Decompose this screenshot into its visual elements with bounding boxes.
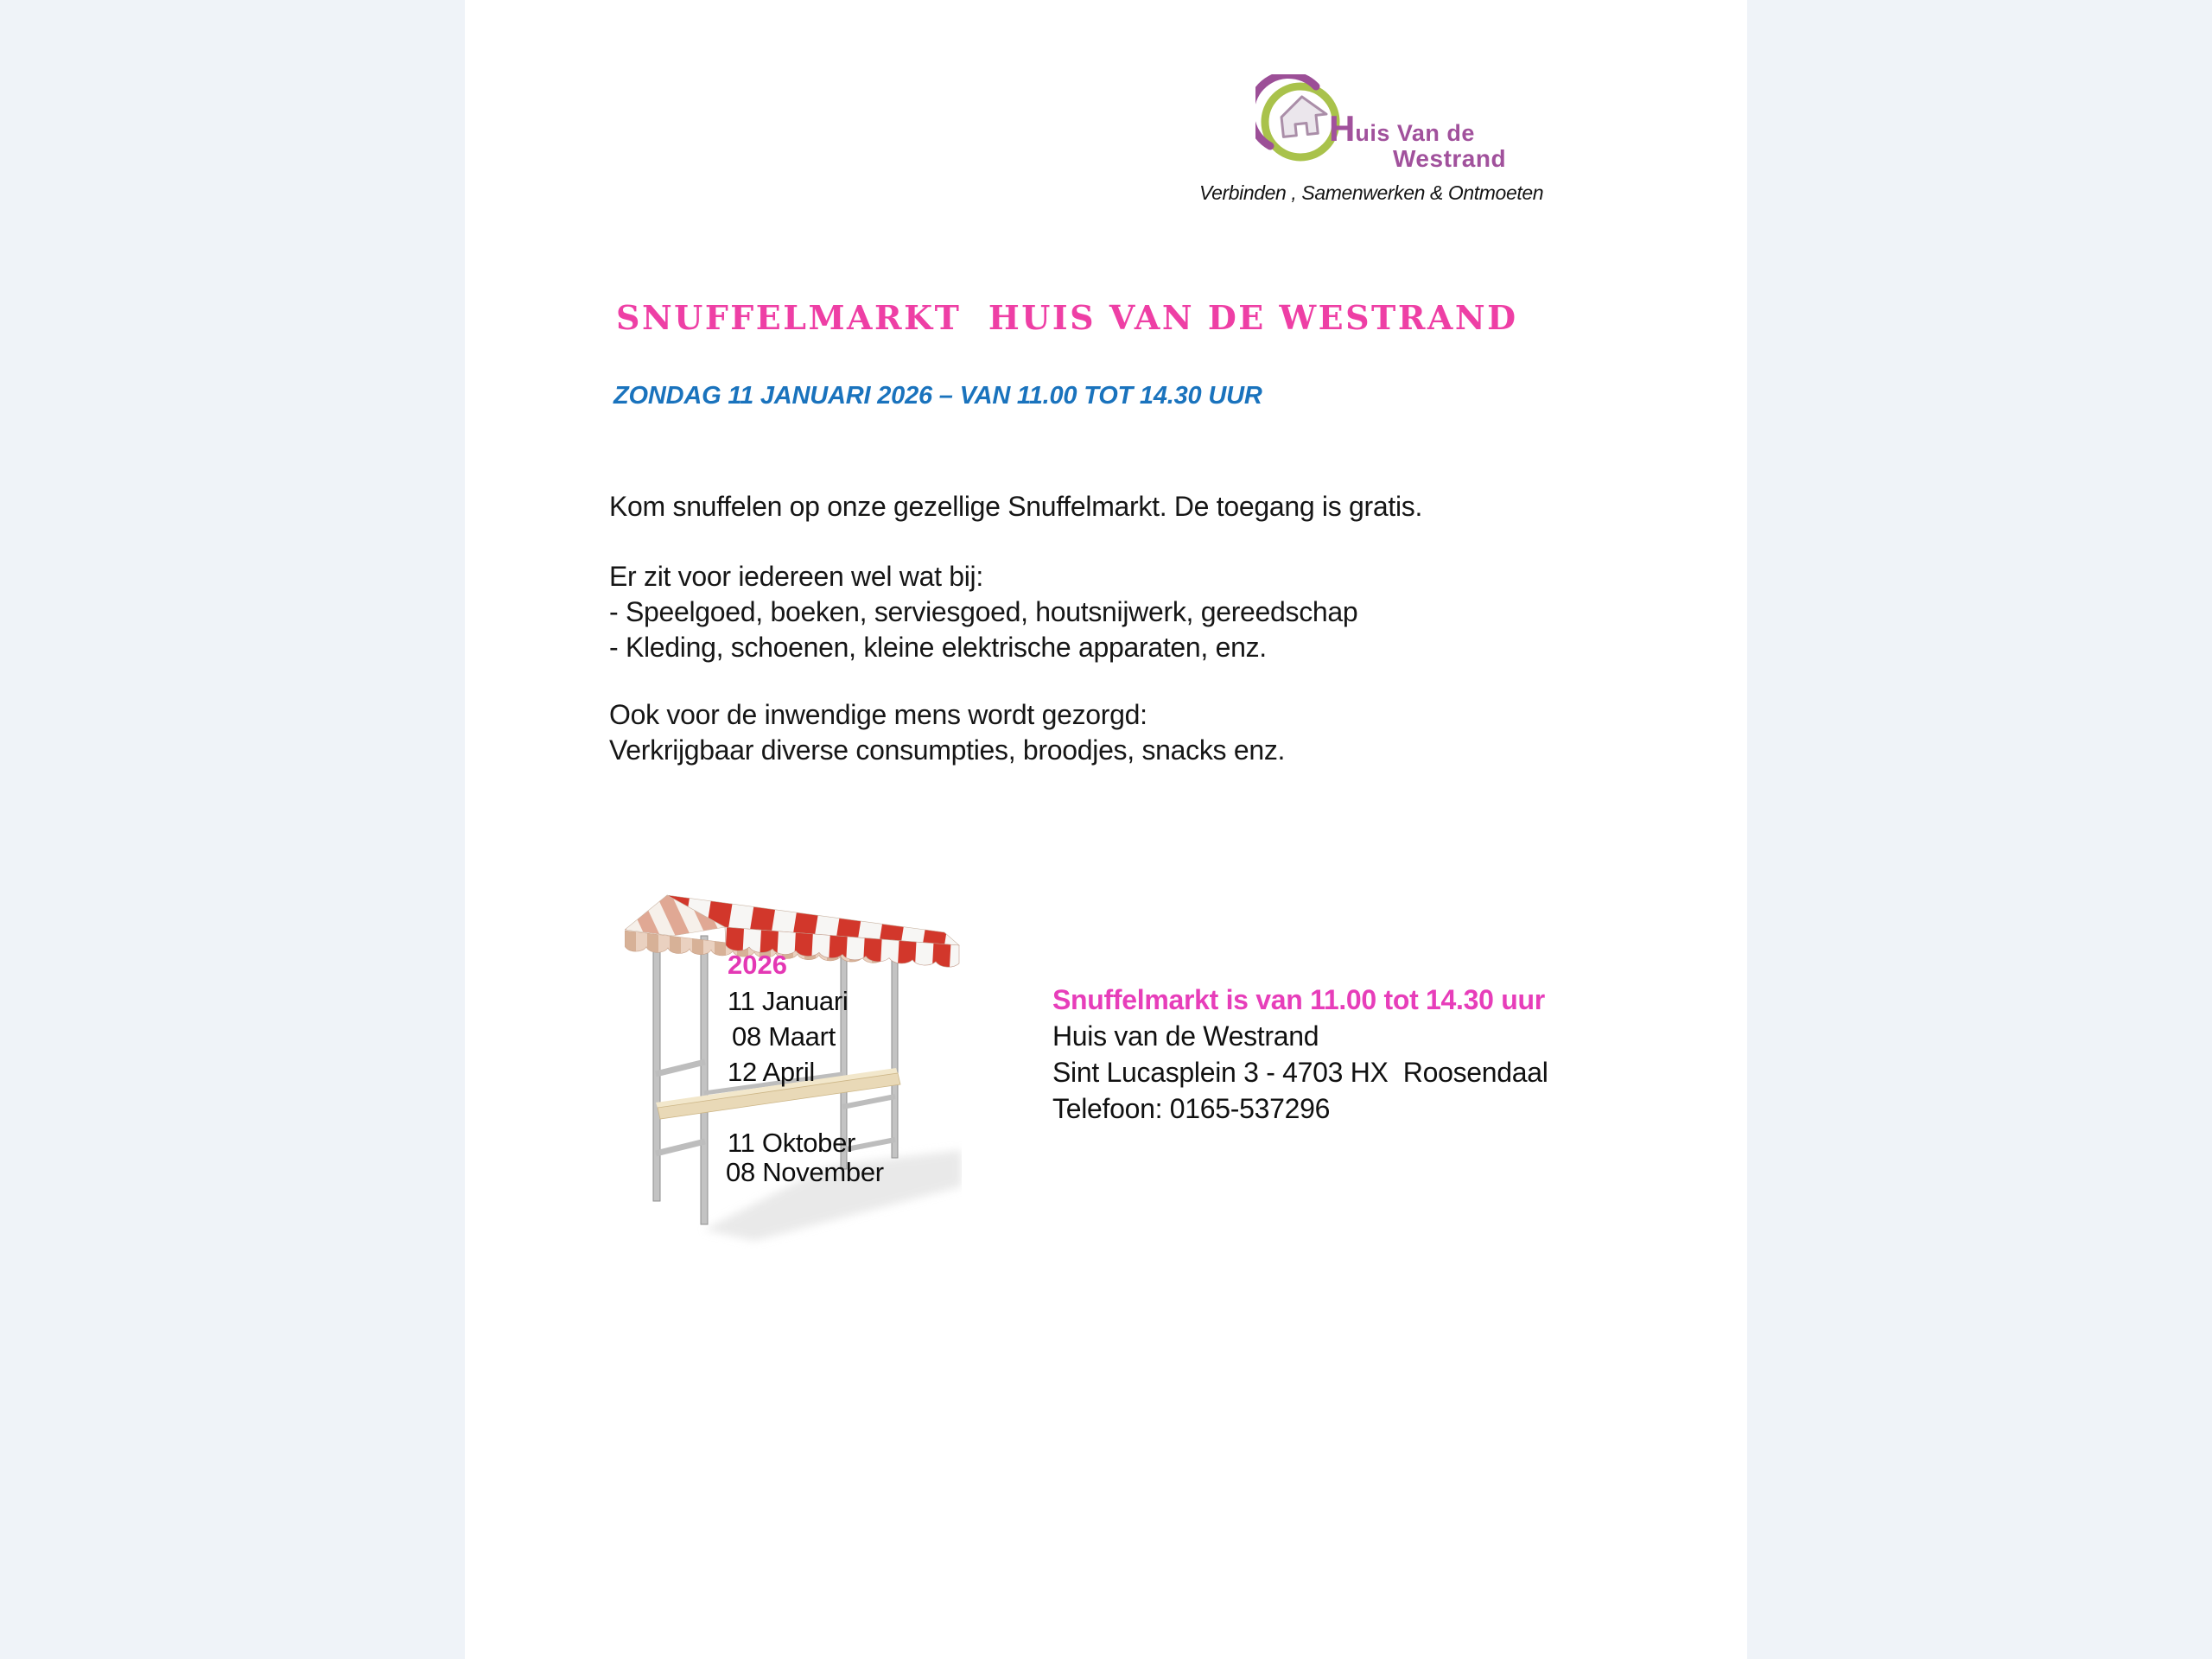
food-line-1: Ook voor de inwendige mens wordt gezorgd: — [609, 699, 1147, 730]
schedule-date-5: 08 November — [726, 1157, 884, 1187]
schedule-year: 2026 — [728, 950, 787, 980]
items-header: Er zit voor iedereen wel wat bij: — [609, 561, 983, 592]
contact-block — [1052, 982, 1548, 1127]
schedule-date-2: 08 Maart — [732, 1021, 836, 1052]
items-line-2: - Kleding, schoenen, kleine elektrische apparaten, enz. — [609, 632, 1267, 663]
logo-name-line1 — [1329, 108, 1475, 149]
stall-leg — [892, 938, 898, 1158]
items-line-1: - Speelgoed, boeken, serviesgoed, houtsnijwerk, gereedschap — [609, 596, 1358, 627]
contact-name: Huis van de Westrand — [1052, 1020, 1319, 1052]
logo-initial: H — [1329, 108, 1356, 149]
logo-tagline: Verbinden , Samenwerken & Ontmoeten — [1199, 181, 1544, 204]
items-paragraph — [609, 559, 1357, 665]
event-date-subtitle: ZONDAG 11 JANUARI 2026 – VAN 11.00 TOT 14.30 UUR — [613, 382, 1262, 410]
market-stall-photo — [625, 893, 962, 1249]
schedule-date-4: 11 Oktober — [728, 1128, 856, 1158]
schedule-date-3: 12 April — [728, 1057, 815, 1087]
stall-leg — [701, 936, 708, 1224]
contact-phone: Telefoon: 0165-537296 — [1052, 1093, 1331, 1124]
logo-name-rest: uis Van de — [1355, 120, 1475, 146]
house-icon — [1280, 94, 1328, 137]
page-title: SNUFFELMARKT HUIS VAN DE WESTRAND — [616, 298, 1518, 337]
logo-name-line2: Westrand — [1393, 145, 1507, 172]
intro-paragraph: Kom snuffelen op onze gezellige Snuffelmarkt. De toegang is gratis. — [609, 491, 1423, 522]
food-paragraph — [609, 697, 1285, 768]
schedule-date-1: 11 Januari — [728, 986, 849, 1016]
contact-hours: Snuffelmarkt is van 11.00 tot 14.30 uur — [1052, 984, 1545, 1015]
food-line-2: Verkrijgbaar diverse consumpties, broodjes, snacks enz. — [609, 734, 1286, 766]
contact-address: Sint Lucasplein 3 - 4703 HX Roosendaal — [1052, 1057, 1548, 1088]
flyer-paper — [465, 0, 1747, 1659]
